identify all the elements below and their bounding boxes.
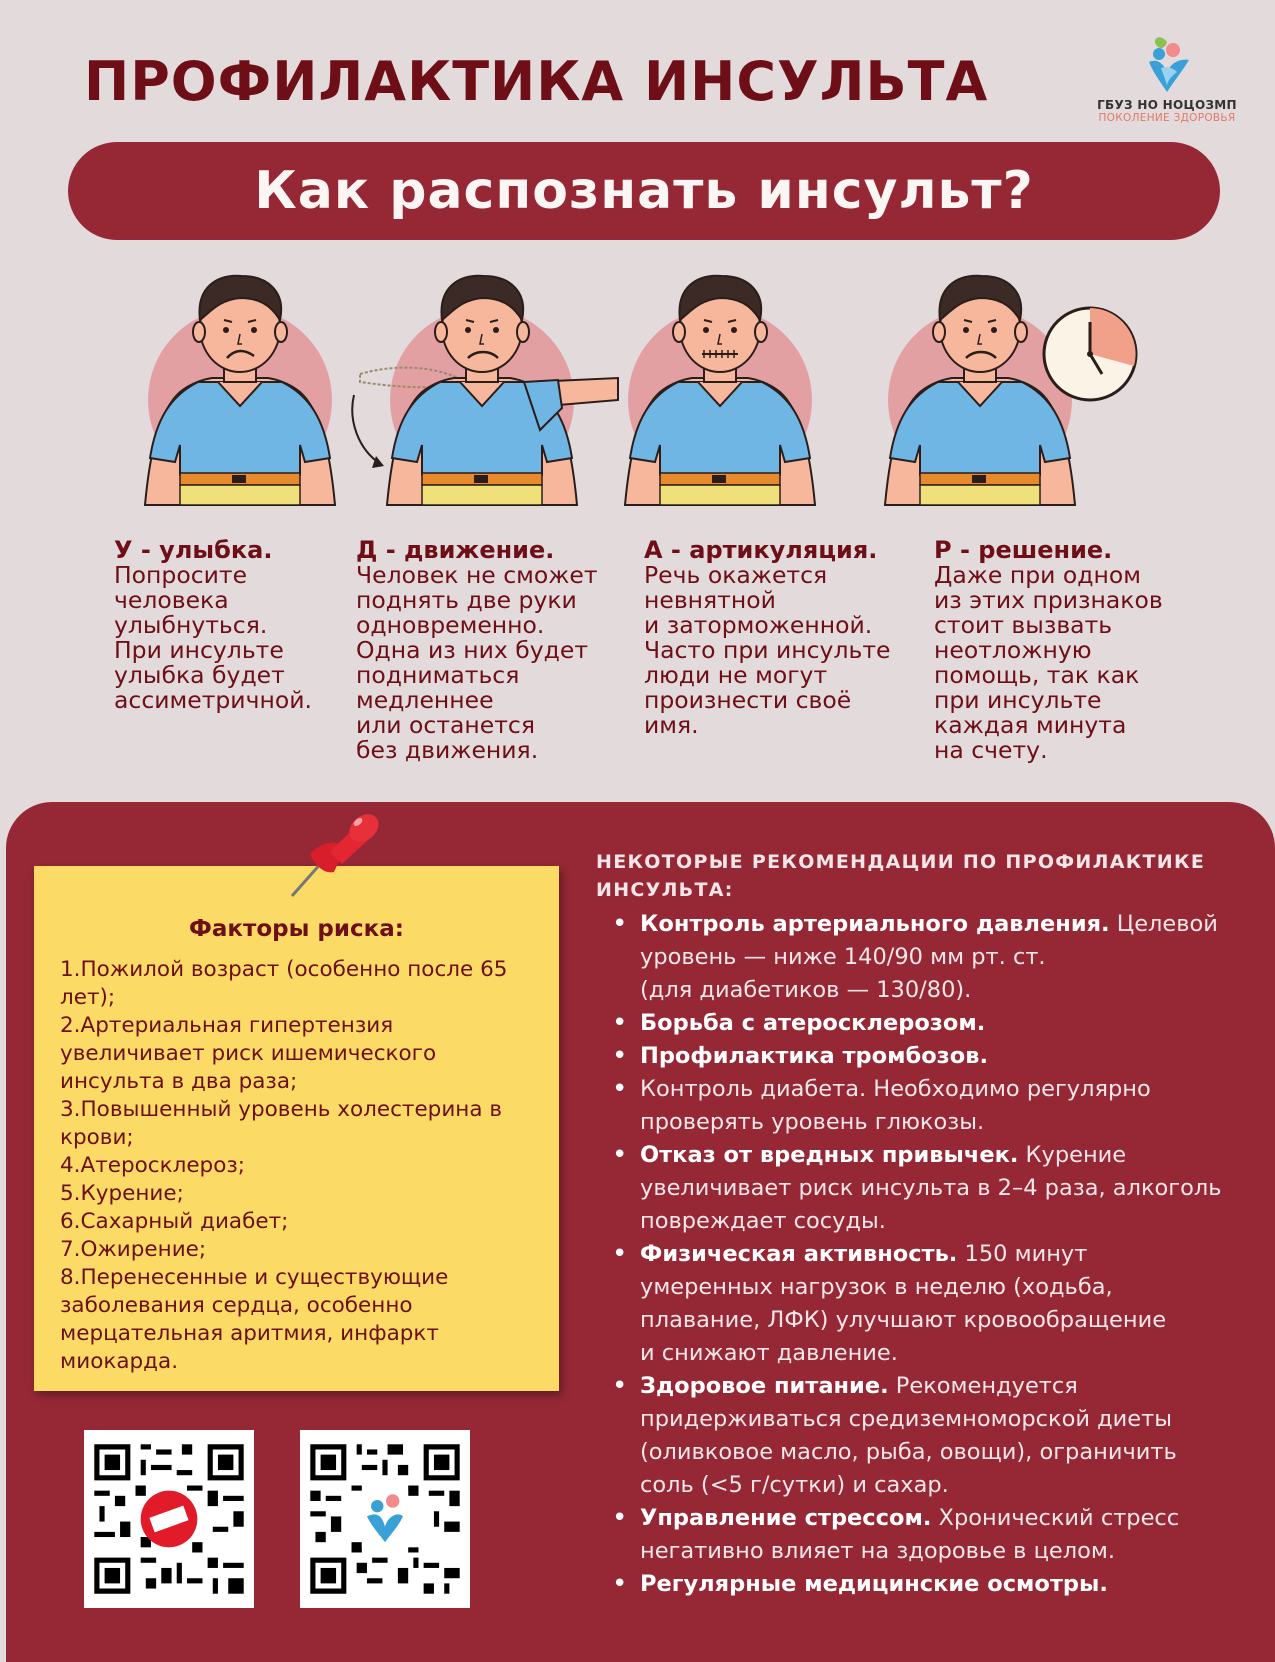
- item-bold: Физическая активность.: [640, 1241, 958, 1267]
- step-text: Попросите человека улыбнуться. При инсульте улыбка будет ассиметричной.: [114, 561, 312, 714]
- item-bold: Контроль артериального давления.: [640, 911, 1110, 937]
- list-item: 6.Сахарный диабет;: [60, 1209, 289, 1234]
- item-bold: Профилактика тромбозов.: [640, 1043, 988, 1069]
- list-item: 5.Курение;: [60, 1181, 184, 1206]
- item-bold: Регулярные медицинские осмотры.: [640, 1571, 1108, 1597]
- list-item: 2.Артериальная гипертензия увеличивает риск ишемического инсульта в два раза;: [60, 1013, 437, 1094]
- item-bold: Управление стрессом.: [640, 1505, 932, 1531]
- figure-decision: [860, 270, 1100, 520]
- step-articulation: [644, 538, 914, 738]
- figure-smile: [120, 270, 360, 520]
- item-bold: Борьба с атеросклерозом.: [640, 1010, 986, 1036]
- step-decision: [934, 538, 1194, 763]
- figure-movement: [362, 270, 602, 520]
- clock-icon: [1044, 308, 1136, 400]
- org-logo: [1092, 34, 1242, 124]
- logo-org-name: ГБУЗ НО НОЦОЗМП: [1097, 98, 1237, 112]
- list-item: 8.Перенесенные и существующие заболевания сердца, особенно мерцательная аритмия, инфаркт миокарда.: [60, 1265, 449, 1374]
- qr-code-2[interactable]: [300, 1430, 470, 1608]
- step-title: Р - решение.: [934, 536, 1113, 564]
- qr-code-1[interactable]: [84, 1430, 254, 1608]
- step-smile: [114, 538, 334, 713]
- step-title: А - артикуляция.: [644, 536, 878, 564]
- step-text: Речь окажется невнятной и заторможенной. Часто при инсульте люди не могут произнести своё имя.: [644, 561, 891, 739]
- step-title: Д - движение.: [356, 536, 555, 564]
- step-movement: [356, 538, 616, 763]
- step-title: У - улыбка.: [114, 536, 273, 564]
- risk-factors-list: [60, 956, 538, 1376]
- list-item: [612, 1370, 1252, 1502]
- qr-code-icon: [84, 1430, 254, 1608]
- step-text: Человек не сможет поднять две руки одновременно. Одна из них будет подниматься медленнее или останется без движения.: [356, 561, 598, 764]
- page-title: ПРОФИЛАКТИКА ИНСУЛЬТА: [84, 50, 989, 113]
- item-text: Контроль диабета. Необходимо регулярно проверять уровень глюкозы.: [640, 1076, 1151, 1135]
- item-text: Курение увеличивает риск инсульта в 2–4 раза, алкоголь повреждает сосуды.: [640, 1142, 1222, 1234]
- section-banner: [68, 142, 1220, 240]
- qr-code-icon: [300, 1430, 470, 1608]
- list-item: [612, 1139, 1252, 1238]
- list-item: 7.Ожирение;: [60, 1237, 207, 1262]
- list-item: [612, 1040, 1252, 1073]
- list-item: 1.Пожилой возраст (особенно после 65 лет);: [60, 957, 508, 1010]
- step-text: Даже при одном из этих признаков стоит вызвать неотложную помощь, так как при инсульте каждая минута на счету.: [934, 561, 1163, 764]
- list-item: 4.Атеросклероз;: [60, 1153, 246, 1178]
- list-item: [612, 1568, 1252, 1601]
- figure-articulation: [600, 270, 840, 520]
- recommendations-title: НЕКОТОРЫЕ РЕКОМЕНДАЦИИ ПО ПРОФИЛАКТИКЕ ИНСУЛЬТА:: [596, 851, 1206, 901]
- risk-factors-note: [34, 866, 559, 1391]
- item-text: Рекомендуется придерживаться средиземноморской диеты (оливковое масло, рыба, овощи), ограничить соль (<5 г/сутки) и сахар.: [640, 1373, 1177, 1498]
- list-item: [612, 908, 1252, 1007]
- list-item: [612, 1007, 1252, 1040]
- pushpin-icon: [280, 802, 390, 902]
- recommendations-list: [612, 908, 1252, 1601]
- list-item: [612, 1238, 1252, 1370]
- item-bold: Отказ от вредных привычек.: [640, 1142, 1019, 1168]
- logo-mark-icon: [1139, 34, 1195, 96]
- item-text: Хронический стресс негативно влияет на здоровье в целом.: [640, 1505, 1180, 1564]
- item-text: Целевой уровень — ниже 140/90 мм рт. ст. (для диабетиков — 130/80).: [640, 911, 1218, 1003]
- item-bold: Здоровое питание.: [640, 1373, 889, 1399]
- item-text: 150 минут умеренных нагрузок в неделю (ходьба, плавание, ЛФК) улучшают кровообращение и снижают давление.: [640, 1241, 1167, 1366]
- list-item: 3.Повышенный уровень холестерина в крови;: [60, 1097, 503, 1150]
- list-item: [612, 1502, 1252, 1568]
- logo-tagline: ПОКОЛЕНИЕ ЗДОРОВЬЯ: [1098, 112, 1236, 124]
- risk-factors-title: Факторы риска:: [189, 916, 404, 942]
- banner-heading: Как распознать инсульт?: [254, 161, 1034, 221]
- list-item: [612, 1073, 1252, 1139]
